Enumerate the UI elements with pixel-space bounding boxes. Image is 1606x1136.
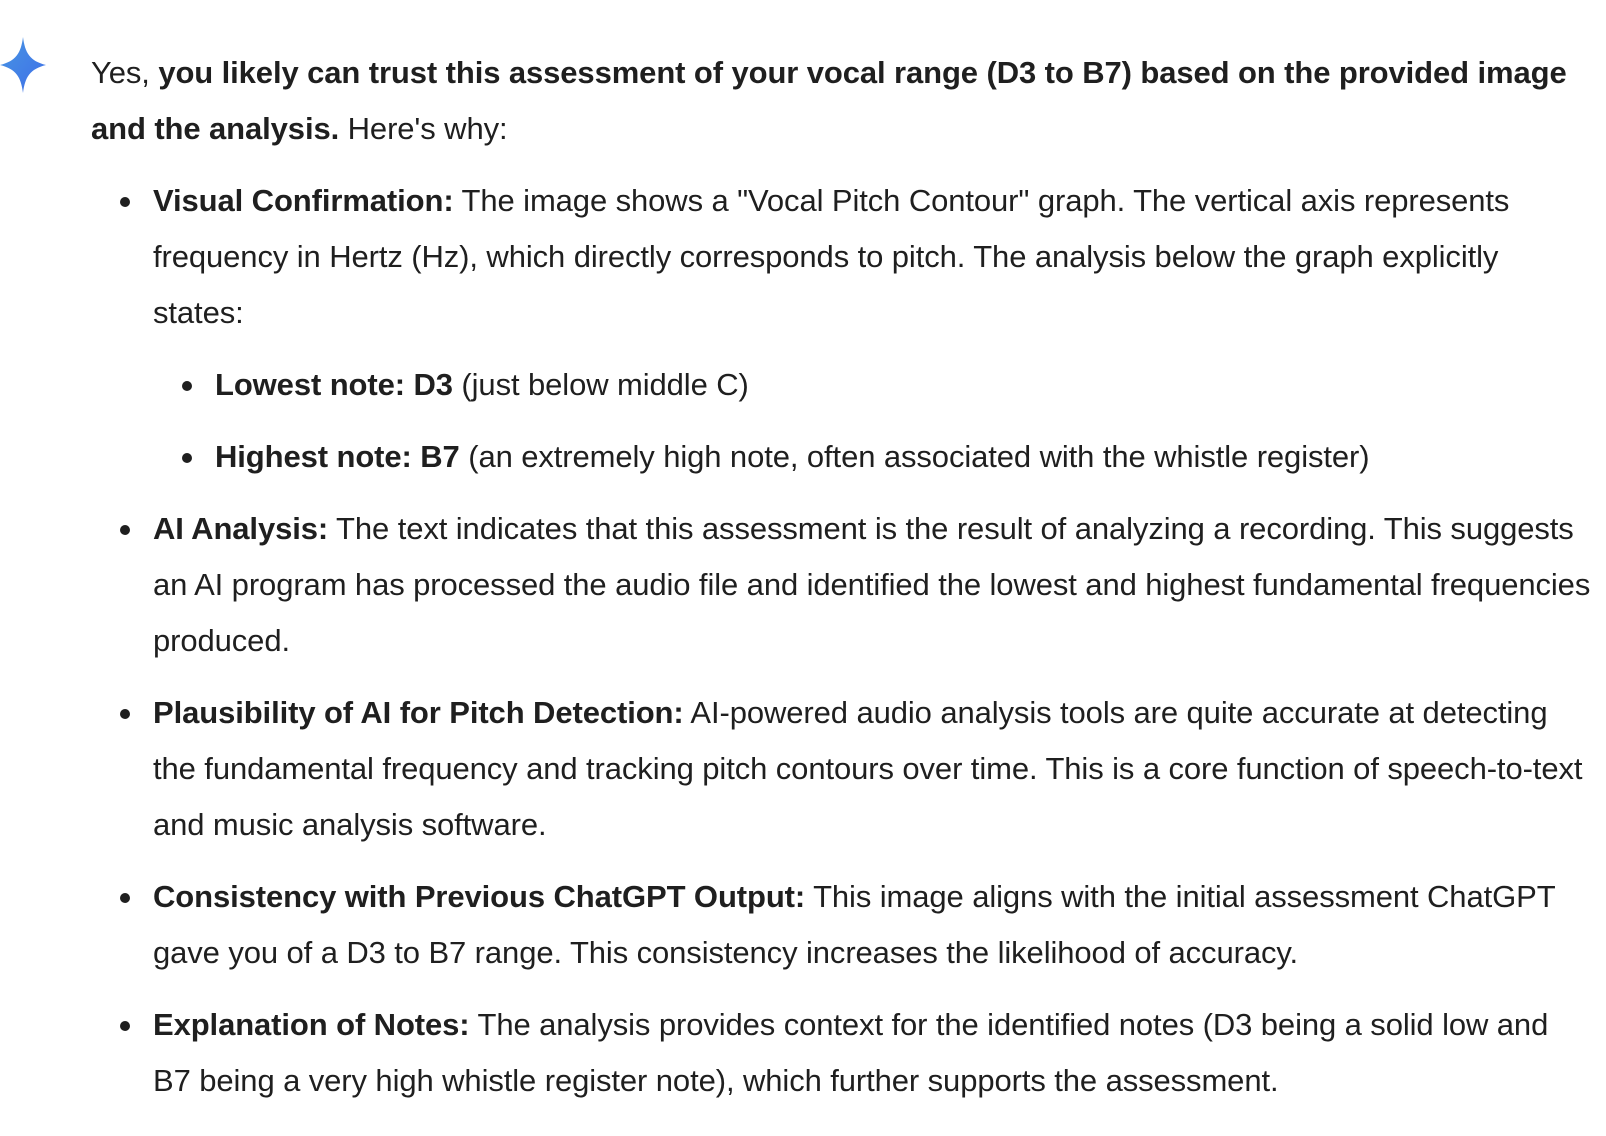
sublist-item-title: Lowest note: D3 [215,367,453,402]
intro-bold: you likely can trust this assessment of your vocal range (D3 to B7) based on the provided image and the analysis. [91,55,1567,146]
gemini-sparkle-icon [0,37,48,93]
intro-tail: Here's why: [339,111,508,146]
list-item-text: The image shows a "Vocal Pitch Contour" graph. The vertical axis represents frequency in Hertz (Hz), which directly corresponds to pitch. The analysis below the graph explicitly states: [153,183,1510,330]
sublist-item-text: (just below middle C) [452,367,749,402]
list-item-text: The analysis provides context for the identified notes (D3 being a solid low and B7 being a very high whistle register note), which further supports the assessment. [153,1007,1549,1098]
intro-lead: Yes, [91,55,159,90]
list-item-title: Plausibility of AI for Pitch Detection: [153,695,684,730]
list-item-title: AI Analysis: [153,511,329,546]
list-item-title: Explanation of Notes: [153,1007,470,1042]
intro-paragraph [91,45,1591,157]
sublist-item-highest-note [215,429,1591,485]
list-item-text: This image aligns with the initial assessment ChatGPT gave you of a D3 to B7 range. This consistency increases the likelihood of accuracy. [153,879,1555,970]
list-item-title: Visual Confirmation: [153,183,454,218]
sublist-item-title: Highest note: B7 [215,439,460,474]
list-item-consistency [153,869,1591,981]
notes-sublist [153,357,1591,485]
list-item-visual-confirmation [153,173,1591,485]
response-content [91,45,1591,1125]
list-item-ai-analysis [153,501,1591,669]
reasons-list [91,173,1591,1109]
list-item-text: The text indicates that this assessment is the result of analyzing a recording. This suggests an AI program has processed the audio file and identified the lowest and highest fundamental frequencies produced. [153,511,1591,658]
sublist-item-lowest-note [215,357,1591,413]
list-item-text: AI-powered audio analysis tools are quite accurate at detecting the fundamental frequency and tracking pitch contours over time. This is a core function of speech-to-text and music analysis software. [153,695,1583,842]
list-item-explanation [153,997,1591,1109]
list-item-title: Consistency with Previous ChatGPT Output: [153,879,806,914]
sublist-item-text: (an extremely high note, often associated with the whistle register) [459,439,1370,474]
list-item-plausibility [153,685,1591,853]
